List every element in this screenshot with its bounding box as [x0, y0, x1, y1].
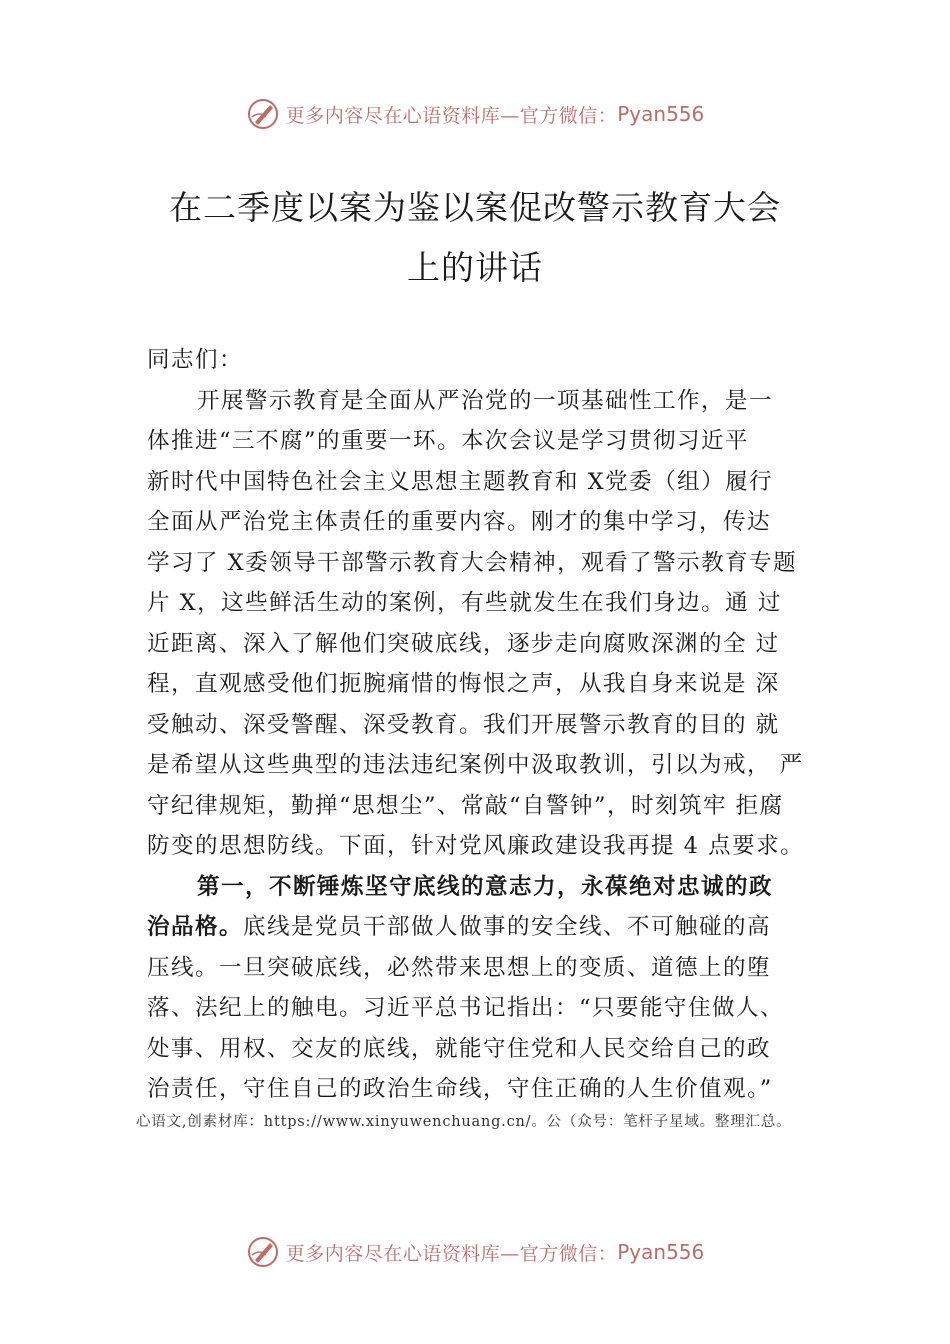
paragraph-2-text: 底线是党员干部做人做事的安全线、不可触碰的高 — [243, 914, 772, 940]
paragraph-1-line: 防变的思想防线。下面，针对党风廉政建设我再提 4 点要求。 — [147, 833, 805, 859]
paragraph-2-line: 治责任，守住自己的政治生命线，守住正确的人生价值观。” — [147, 1076, 773, 1102]
paragraph-1-line: 开展警示教育是全面从严治党的一项基础性工作，是一 — [197, 387, 774, 414]
paragraph-1-line: 片 X，这些鲜活生动的案例，有些就发生在我们身边。通 过 — [147, 590, 782, 616]
paragraph-2-line: 处事、用权、交友的底线，就能守住党和人民交给自己的政 — [147, 1035, 772, 1062]
watermark-text: 更多内容尽在心语资料库—官方微信： — [285, 104, 618, 127]
watermark-wechat-id: Pyan556 — [617, 102, 705, 126]
paragraph-2-first-line — [147, 907, 837, 948]
paragraph-1-line: 是希望从这些典型的违法违纪案例中汲取教训，引以为戒， 严 — [147, 752, 804, 778]
section-1-heading: 第一，不断锤炼坚守底线的意志力，永葆绝对忠诚的政 — [197, 873, 774, 900]
paragraph-1-line: 程，直观感受他们扼腕痛惜的悔恨之声，从我自身来说是 深 — [147, 671, 780, 697]
document-title — [0, 178, 950, 298]
paragraph-1-line: 新时代中国特色社会主义思想主题教育和 X党委（组）履行 — [147, 468, 774, 495]
pen-logo-icon — [246, 1235, 280, 1269]
salutation: 同志们： — [147, 347, 244, 373]
pen-logo-icon — [246, 97, 280, 131]
watermark-text: 更多内容尽在心语资料库—官方微信： — [285, 1242, 618, 1265]
watermark-wechat-id: Pyan556 — [617, 1240, 705, 1264]
footer-watermark — [0, 1232, 950, 1272]
title-line-2: 上的讲话 — [407, 248, 543, 287]
paragraph-1-line: 体推进“三不腐”的重要一环。本次会议是学习贯彻习近平 — [147, 428, 750, 454]
source-note: 心语文,创素材库：https://www.xinyuwenchuang.cn/。公（众号：笔杆子星域。整理汇总。 — [136, 1114, 792, 1130]
paragraph-2-line: 压线。一旦突破底线，必然带来思想上的变质、道德上的堕 — [147, 954, 772, 981]
paragraph-1-line: 学习了 X委领导干部警示教育大会精神，观看了警示教育专题 — [147, 549, 798, 576]
header-watermark — [0, 94, 950, 134]
paragraph-1-line: 全面从严治党主体责任的重要内容。刚才的集中学习，传达 — [147, 509, 772, 535]
paragraph-2-line: 落、法纪上的触电。习近平总书记指出：“只要能守住做人、 — [147, 995, 785, 1021]
section-1-heading-end: 治品格。 — [147, 914, 244, 940]
paragraph-1-line: 近距离、深入了解他们突破底线，逐步走向腐败深渊的全 过 — [147, 630, 780, 657]
title-line-1: 在二季度以案为鉴以案促改警示教育大会 — [169, 188, 781, 227]
paragraph-1-line: 受触动、深受警醒、深受教育。我们开展警示教育的目的 就 — [147, 711, 780, 738]
document-body — [147, 340, 837, 1110]
paragraph-1-line: 守纪律规矩，勤掸“思想尘”、常敲“自警钟”，时刻筑牢 拒腐 — [147, 792, 784, 819]
